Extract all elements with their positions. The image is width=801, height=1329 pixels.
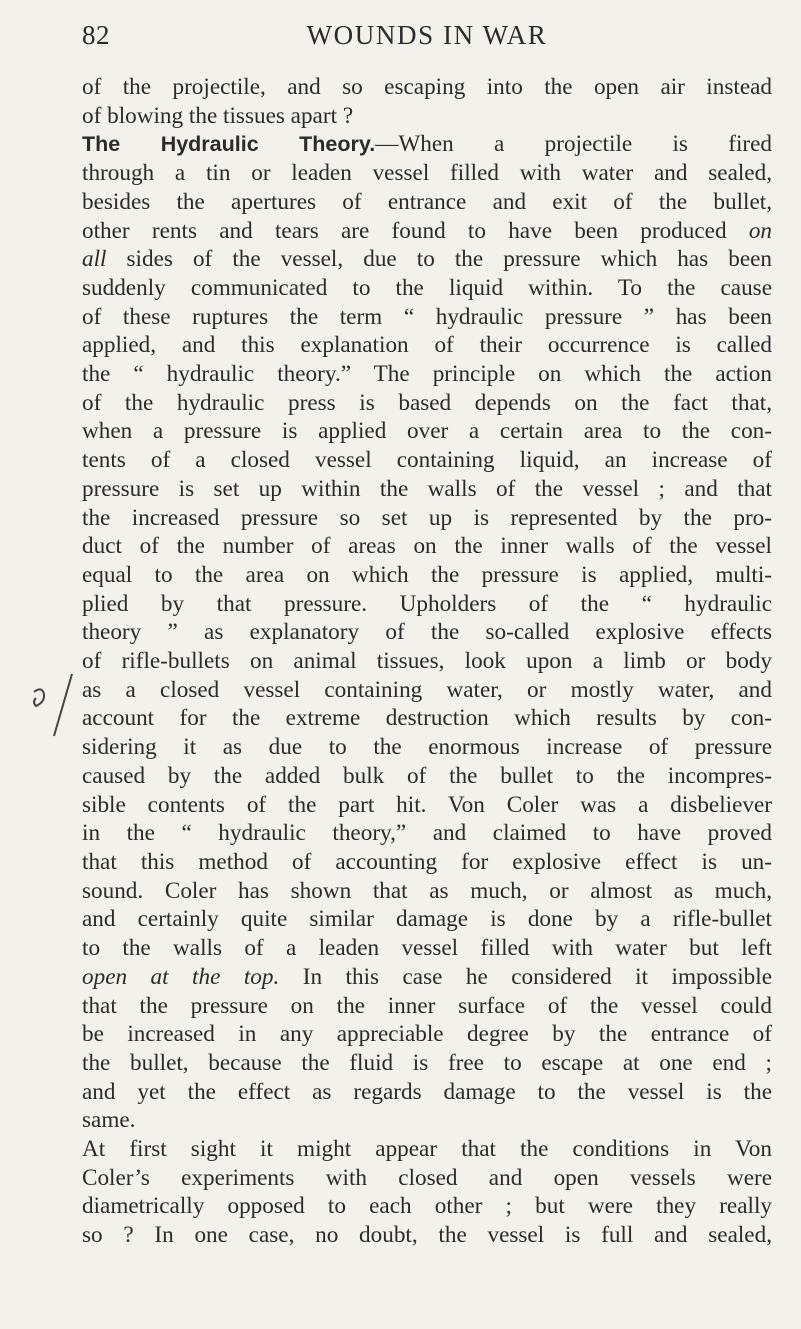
- text-line: [82, 905, 772, 934]
- text-line: [82, 245, 772, 274]
- line-text: sible contents of the part hit. Von Coler was a disbeliever: [82, 791, 772, 818]
- text-line: [82, 733, 772, 762]
- italic-text: on: [748, 217, 772, 244]
- text-line: [82, 963, 772, 992]
- line-text: plied by that pressure. Upholders of the “ hydraulic: [82, 590, 772, 617]
- line-text: suddenly communicated to the liquid within. To the cause: [82, 274, 772, 301]
- text-line: [82, 590, 772, 619]
- line-text: of these ruptures the term “ hydraulic pressure ” has been: [82, 303, 772, 330]
- text-line: [82, 188, 772, 217]
- line-text: to the walls of a leaden vessel filled with water but left: [82, 935, 772, 962]
- line-text: of rifle-bullets on animal tissues, look upon a limb or body: [82, 648, 772, 675]
- line-text: applied, and this explanation of their occurrence is called: [82, 332, 772, 359]
- text-line: [82, 274, 772, 303]
- line-text: of the projectile, and so escaping into the open air instead: [82, 74, 772, 100]
- line-text: of the hydraulic press is based depends on the fact that,: [82, 389, 772, 416]
- line-text: through a tin or leaden vessel filled with water and sealed,: [82, 160, 772, 187]
- text-line: [82, 532, 772, 561]
- text-line: [82, 762, 772, 791]
- text-line: [82, 1078, 772, 1107]
- line-text: same.: [82, 1107, 136, 1134]
- line-text: and yet the effect as regards damage to the vessel is the: [82, 1078, 772, 1105]
- line-text: sound. Coler has shown that as much, or almost as much,: [82, 877, 772, 904]
- text-line: [82, 504, 772, 533]
- line-text: when a pressure is applied over a certain area to the con-: [82, 418, 772, 445]
- line-text: —When a projectile is fired: [375, 131, 772, 158]
- running-head: WOUNDS IN WAR: [306, 20, 548, 50]
- text-line: [82, 475, 772, 504]
- text-line: [82, 1135, 772, 1164]
- line-text: Coler’s experiments with closed and open vessels were: [82, 1164, 772, 1191]
- line-text: pressure is set up within the walls of the vessel ; and that: [82, 475, 772, 502]
- line-text: tents of a closed vessel containing liquid, an increase of: [82, 447, 772, 474]
- page-number: 82: [82, 20, 110, 50]
- text-line: [82, 561, 772, 590]
- italic-text: open at the top.: [82, 963, 280, 990]
- line-text: the bullet, because the fluid is free to escape at one end ;: [82, 1049, 772, 1076]
- line-text: of blowing the tissues apart ?: [82, 102, 354, 129]
- line-text: in the “ hydraulic theory,” and claimed to have proved: [82, 820, 772, 847]
- text-line: [82, 676, 772, 705]
- text-line: [82, 1192, 772, 1221]
- text-line: [82, 934, 772, 963]
- line-text: caused by the added bulk of the bullet to the incompres-: [82, 762, 772, 789]
- text-line: [82, 992, 772, 1021]
- text-line: [82, 159, 772, 188]
- text-line: [82, 303, 772, 332]
- line-text: be increased in any appreciable degree by the entrance of: [82, 1021, 772, 1048]
- text-line: [82, 130, 772, 159]
- text-line: [82, 446, 772, 475]
- line-text: so ? In one case, no doubt, the vessel is full and sealed,: [82, 1222, 772, 1249]
- text-line: [82, 704, 772, 733]
- line-text: diametrically opposed to each other ; but were they really: [82, 1193, 772, 1220]
- text-line: [82, 417, 772, 446]
- line-text: besides the apertures of entrance and exit of the bullet,: [82, 188, 772, 215]
- line-text: equal to the area on which the pressure is applied, multi-: [82, 561, 772, 588]
- text-line: [82, 102, 772, 131]
- text-line: [82, 877, 772, 906]
- section-heading: The Hydraulic Theory.: [82, 132, 376, 157]
- text-line: [82, 360, 772, 389]
- line-text: duct of the number of areas on the inner walls of the vessel: [82, 533, 772, 560]
- line-text: sides of the vessel, due to the pressure which has been: [106, 246, 772, 273]
- text-line: [82, 848, 772, 877]
- text-line: [82, 1049, 772, 1078]
- body-text: [82, 73, 772, 1250]
- text-line: [82, 331, 772, 360]
- line-text: that the pressure on the inner surface of the vessel could: [82, 992, 772, 1019]
- text-line: [82, 647, 772, 676]
- page-header: [82, 20, 772, 60]
- italic-text: all: [82, 246, 107, 273]
- text-line: [82, 73, 772, 102]
- line-text: the increased pressure so set up is represented by the pro-: [82, 504, 772, 531]
- line-text: as a closed vessel containing water, or mostly water, and: [82, 676, 772, 703]
- text-line: [82, 819, 772, 848]
- text-line: [82, 1106, 772, 1135]
- line-text: and certainly quite similar damage is done by a rifle-bullet: [82, 906, 772, 933]
- line-text: other rents and tears are found to have been produced: [82, 217, 749, 244]
- text-line: [82, 791, 772, 820]
- text-line: [82, 1164, 772, 1193]
- line-text: In this case he considered it impossible: [279, 963, 772, 990]
- line-text: sidering it as due to the enormous increase of pressure: [82, 734, 772, 761]
- line-text: the “ hydraulic theory.” The principle on which the action: [82, 361, 772, 388]
- line-text: account for the extreme destruction which results by con-: [82, 705, 772, 732]
- line-text: that this method of accounting for explosive effect is un-: [82, 848, 772, 875]
- text-line: [82, 1020, 772, 1049]
- text-line: [82, 1221, 772, 1250]
- text-line: [82, 217, 772, 246]
- text-line: [82, 389, 772, 418]
- line-text: At first sight it might appear that the conditions in Von: [82, 1136, 772, 1163]
- line-text: theory ” as explanatory of the so-called explosive effects: [82, 619, 772, 646]
- margin-pencil-mark: [28, 672, 74, 738]
- text-line: [82, 618, 772, 647]
